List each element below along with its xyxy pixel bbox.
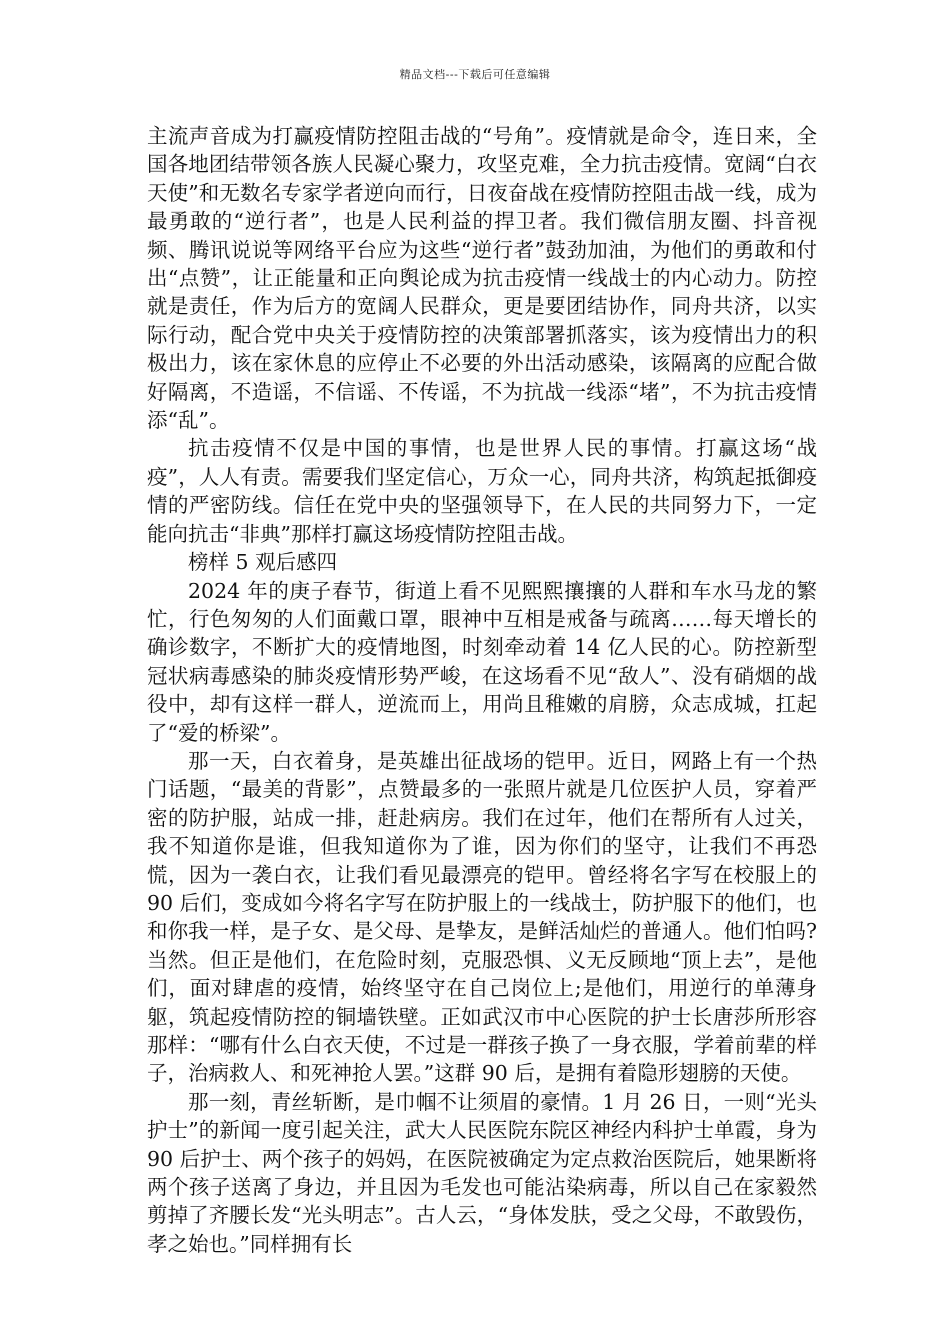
paragraph-5: 那一刻，青丝斩断，是巾帼不让须眉的豪情。1 月 26 日，一则“光头护士”的新闻一度引起关注，武大人民医院东院区神经内科护士单霞，身为 90 后护士、两个孩子的妈妈，在医院被确定为定点救治医院后，她果断将两个孩子送离了身边，并且因为毛发也可能沾染病毒，所以自己在家毅然剪掉了齐腰长发“光头明志”。古人云，“身体发肤，受之父母，不敢毁伤，孝之始也。”同样拥有长	[147, 1089, 817, 1256]
page-header: 精品文档---下载后可任意编辑	[399, 68, 551, 81]
paragraph-2: 抗击疫情不仅是中国的事情，也是世界人民的事情。打赢这场“战疫”，人人有责。需要我们坚定信心，万众一心，同舟共济，构筑起抵御疫情的严密防线。信任在党中央的坚强领导下，在人民的共同努力下，一定能向抗击“非典”那样打赢这场疫情防控阻击战。	[147, 436, 817, 546]
document-body	[147, 122, 817, 1258]
paragraph-1: 主流声音成为打赢疫情防控阻击战的“号角”。疫情就是命令，连日来，全国各地团结带领各族人民凝心聚力，攻坚克难，全力抗击疫情。宽阔“白衣天使”和无数名专家学者逆向而行，日夜奋战在疫情防控阻击战一线，成为最勇敢的“逆行者”，也是人民利益的捍卫者。我们微信朋友圈、抖音视频、腾讯说说等网络平台应为这些“逆行者”鼓劲加油，为他们的勇敢和付出“点赞”，让正能量和正向舆论成为抗击疫情一线战士的内心动力。防控就是责任，作为后方的宽阔人民群众，更是要团结协作，同舟共济，以实际行动，配合党中央关于疫情防控的决策部署抓落实，该为疫情出力的积极出力，该在家休息的应停止不必要的外出活动感染，该隔离的应配合做好隔离，不造谣，不信谣、不传谣，不为抗战一线添“堵”，不为抗击疫情添“乱”。	[147, 124, 817, 433]
section-heading: 榜样 5 观后感四	[188, 550, 338, 575]
paragraph-4: 那一天，白衣着身，是英雄出征战场的铠甲。近日，网路上有一个热门话题，“最美的背影”，点赞最多的一张照片就是几位医护人员，穿着严密的防护服，站成一排，赶赴病房。我们在过年，他们在帮所有人过关，我不知道你是谁，但我知道你为了谁，因为你们的坚守，让我们不再恐慌，因为一袭白衣，让我们看见最漂亮的铠甲。曾经将名字写在校服上的 90 后们，变成如今将名字写在防护服上的一线战士，防护服下的他们，也和你我一样，是子女、是父母、是挚友，是鲜活灿烂的普通人。他们怕吗?当然。但正是他们，在危险时刻，克服恐惧、义无反顾地“顶上去”，是他们，面对肆虐的疫情，始终坚守在自己岗位上;是他们，用逆行的单薄身躯，筑起疫情防控的铜墙铁壁。正如武汉市中心医院的护士长唐莎所形容那样：“哪有什么白衣天使，不过是一群孩子换了一身衣服，学着前辈的样子，治病救人、和死神抢人罢。”这群 90 后，是拥有着隐形翅膀的天使。	[147, 748, 817, 1086]
paragraph-3: 2024 年的庚子春节，街道上看不见熙熙攘攘的人群和车水马龙的繁忙，行色匆匆的人们面戴口罩，眼神中互相是戒备与疏离……每天增长的确诊数字，不断扩大的疫情地图，时刻牵动着 14 亿人民的心。防控新型冠状病毒感染的肺炎疫情形势严峻，在这场看不见“敌人”、没有硝烟的战役中，却有这样一群人，逆流而上，用尚且稚嫩的肩膀，众志成城，扛起了“爱的桥梁”。	[147, 578, 817, 745]
